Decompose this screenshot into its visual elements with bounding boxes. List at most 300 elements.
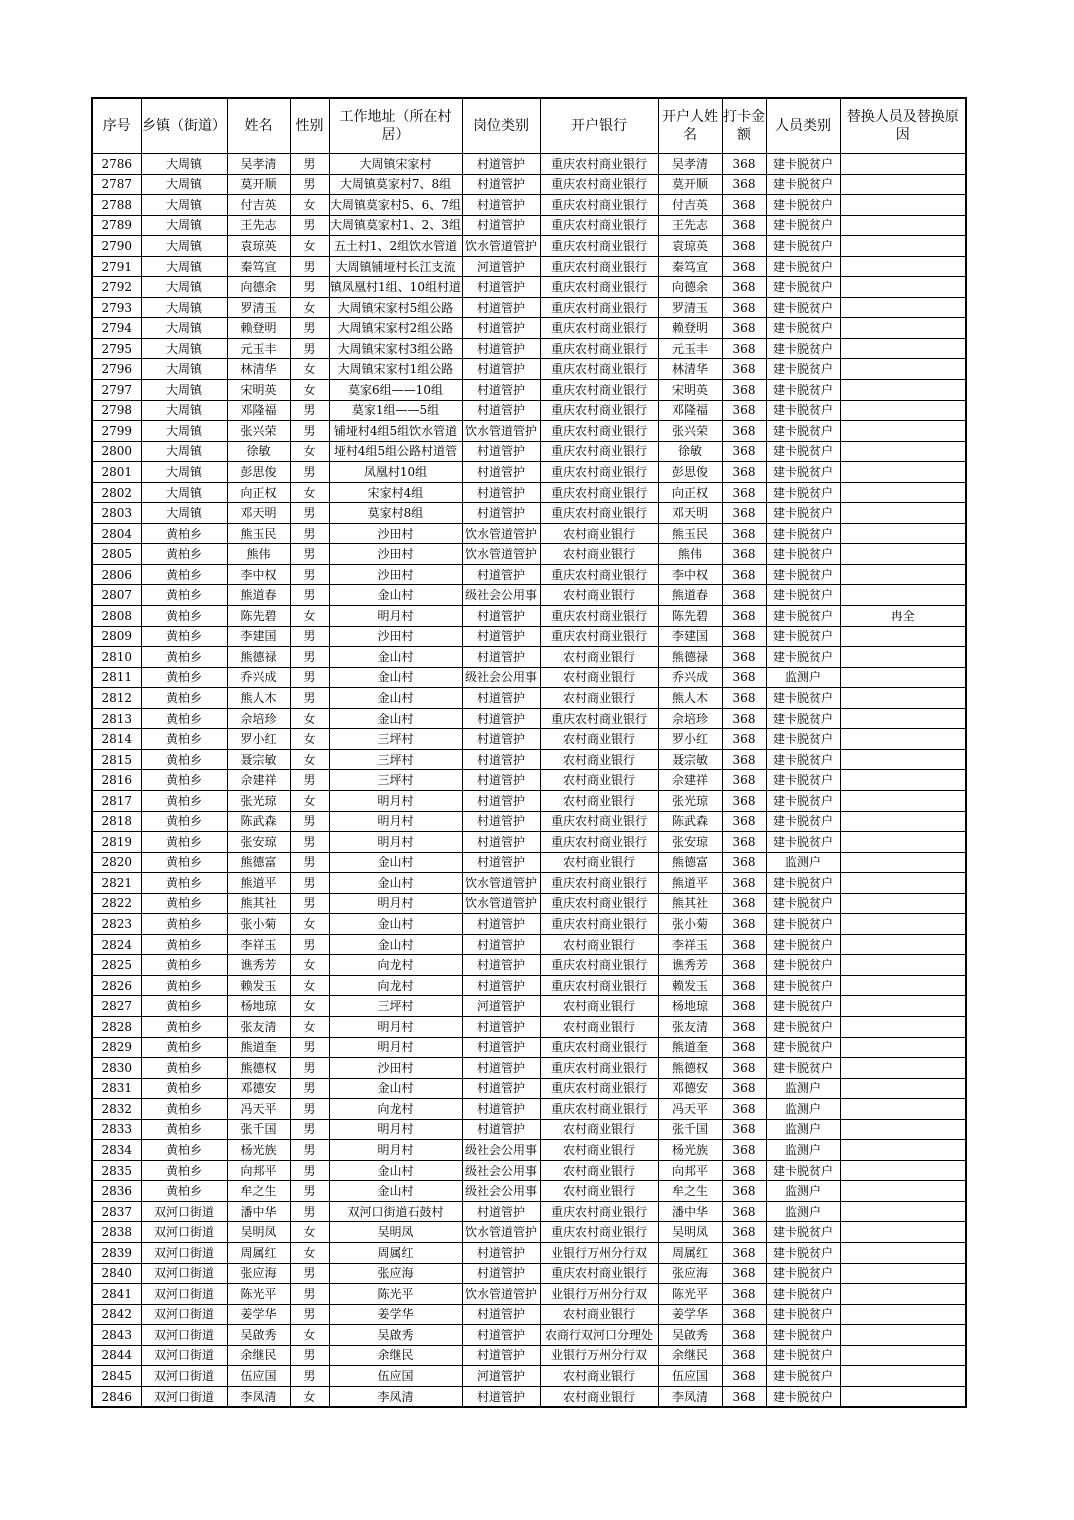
cell-work-address xyxy=(329,195,462,216)
cell-amount-text: 368 xyxy=(732,1061,756,1074)
cell-township xyxy=(141,647,227,668)
cell-name xyxy=(227,770,290,791)
cell-name xyxy=(227,523,290,544)
cell-gender xyxy=(290,400,329,421)
cell-amount-text: 368 xyxy=(732,486,756,499)
cell-replacement xyxy=(840,832,966,853)
cell-bank xyxy=(540,1160,658,1181)
cell-bank-text: 重庆农村商业银行 xyxy=(550,424,647,437)
cell-post-category xyxy=(462,790,540,811)
cell-serial-number-text: 2836 xyxy=(101,1185,133,1198)
cell-gender xyxy=(290,277,329,298)
cell-bank-text: 农村商业银行 xyxy=(562,1308,635,1321)
cell-township-text: 黄柏乡 xyxy=(165,733,202,746)
cell-replacement xyxy=(840,359,966,380)
cell-gender xyxy=(290,667,329,688)
table-row xyxy=(92,154,966,175)
cell-serial-number xyxy=(92,1181,141,1202)
cell-replacement-text: 冉全 xyxy=(890,609,915,622)
cell-amount xyxy=(722,1201,766,1222)
cell-gender-text: 男 xyxy=(303,815,316,828)
cell-bank-text: 重庆农村商业银行 xyxy=(550,979,647,992)
cell-serial-number xyxy=(92,297,141,318)
cell-work-address xyxy=(329,811,462,832)
cell-work-address xyxy=(329,297,462,318)
cell-replacement xyxy=(840,996,966,1017)
cell-serial-number-text: 2840 xyxy=(101,1267,133,1280)
cell-amount xyxy=(722,1366,766,1387)
cell-serial-number-text: 2811 xyxy=(101,671,133,684)
cell-bank-text: 业银行万州分行双 xyxy=(550,1349,647,1362)
cell-name-text: 吴啟秀 xyxy=(240,1328,277,1341)
cell-amount-text: 368 xyxy=(732,1246,756,1259)
cell-person-category xyxy=(766,914,840,935)
cell-bank-text: 重庆农村商业银行 xyxy=(550,342,647,355)
cell-amount-text: 368 xyxy=(732,157,756,170)
cell-township xyxy=(141,1345,227,1366)
cell-name-text: 杨地琼 xyxy=(240,1000,277,1013)
cell-replacement xyxy=(840,585,966,606)
cell-gender xyxy=(290,1366,329,1387)
cell-township xyxy=(141,277,227,298)
cell-account-holder xyxy=(658,996,722,1017)
cell-serial-number xyxy=(92,975,141,996)
cell-work-address xyxy=(329,1386,462,1407)
cell-name-text: 吴孝清 xyxy=(240,157,277,170)
cell-account-holder xyxy=(658,1099,722,1120)
cell-name xyxy=(227,1263,290,1284)
cell-gender-text: 女 xyxy=(303,979,316,992)
cell-account-holder-text: 陈武森 xyxy=(671,815,708,828)
cell-work-address xyxy=(329,421,462,442)
table-row xyxy=(92,606,966,627)
table-row xyxy=(92,544,966,565)
cell-bank-text: 重庆农村商业银行 xyxy=(550,281,647,294)
cell-work-address xyxy=(329,585,462,606)
cell-replacement xyxy=(840,195,966,216)
cell-account-holder-text: 伍应国 xyxy=(671,1370,708,1383)
cell-account-holder-text: 罗清玉 xyxy=(671,301,708,314)
cell-account-holder xyxy=(658,297,722,318)
cell-township-text: 大周镇 xyxy=(165,404,202,417)
cell-gender-text: 男 xyxy=(303,1144,316,1157)
table-row xyxy=(92,914,966,935)
cell-township-text: 黄柏乡 xyxy=(165,876,202,889)
cell-township xyxy=(141,174,227,195)
table-row xyxy=(92,1222,966,1243)
cell-serial-number-text: 2839 xyxy=(101,1246,133,1259)
table-row xyxy=(92,1099,966,1120)
cell-township xyxy=(141,811,227,832)
cell-person-category xyxy=(766,1201,840,1222)
cell-serial-number-text: 2793 xyxy=(101,301,133,314)
cell-account-holder-text: 熊其社 xyxy=(671,897,708,910)
cell-serial-number-text: 2829 xyxy=(101,1041,133,1054)
cell-person-category-text: 建卡脱贫户 xyxy=(772,198,833,211)
cell-amount xyxy=(722,1386,766,1407)
cell-work-address-text: 大周镇宋家村 xyxy=(359,157,432,170)
cell-serial-number-text: 2804 xyxy=(101,527,133,540)
cell-work-address-text: 余继民 xyxy=(377,1349,414,1362)
cell-bank-text: 重庆农村商业银行 xyxy=(550,322,647,335)
cell-replacement xyxy=(840,1222,966,1243)
cell-post-category-text: 村道管护 xyxy=(476,219,525,232)
cell-person-category-text: 建卡脱贫户 xyxy=(772,959,833,972)
cell-person-category xyxy=(766,832,840,853)
cell-bank xyxy=(540,975,658,996)
table-row xyxy=(92,1160,966,1181)
cell-serial-number xyxy=(92,832,141,853)
cell-amount-text: 368 xyxy=(732,815,756,828)
cell-name xyxy=(227,421,290,442)
table-row xyxy=(92,503,966,524)
cell-post-category xyxy=(462,1099,540,1120)
cell-township xyxy=(141,482,227,503)
cell-bank xyxy=(540,1201,658,1222)
cell-serial-number-text: 2825 xyxy=(101,959,133,972)
cell-account-holder xyxy=(658,708,722,729)
cell-post-category xyxy=(462,606,540,627)
cell-name-text: 周属红 xyxy=(240,1246,277,1259)
cell-township xyxy=(141,1325,227,1346)
table-row xyxy=(92,811,966,832)
cell-gender-text: 女 xyxy=(303,363,316,376)
cell-amount-text: 368 xyxy=(732,239,756,252)
cell-bank xyxy=(540,1366,658,1387)
cell-gender xyxy=(290,1242,329,1263)
cell-person-category-text: 建卡脱贫户 xyxy=(772,219,833,232)
cell-name-text: 彭思俊 xyxy=(240,465,277,478)
cell-amount xyxy=(722,1222,766,1243)
cell-post-category xyxy=(462,647,540,668)
cell-bank-text: 重庆农村商业银行 xyxy=(550,507,647,520)
cell-amount-text: 368 xyxy=(732,281,756,294)
cell-gender-text: 男 xyxy=(303,548,316,561)
cell-serial-number xyxy=(92,1037,141,1058)
table-row xyxy=(92,873,966,894)
cell-amount-text: 368 xyxy=(732,219,756,232)
cell-post-category-text: 村道管护 xyxy=(476,1205,525,1218)
cell-account-holder-text: 熊玉民 xyxy=(671,527,708,540)
cell-work-address-text: 金山村 xyxy=(377,691,414,704)
cell-name-text: 熊德富 xyxy=(240,856,277,869)
cell-post-category xyxy=(462,1284,540,1305)
cell-township-text: 黄柏乡 xyxy=(165,548,202,561)
cell-name xyxy=(227,564,290,585)
cell-post-category xyxy=(462,544,540,565)
cell-amount-text: 368 xyxy=(732,1123,756,1136)
cell-township-text: 黄柏乡 xyxy=(165,918,202,930)
cell-account-holder xyxy=(658,914,722,935)
cell-replacement xyxy=(840,606,966,627)
cell-name xyxy=(227,688,290,709)
cell-serial-number-text: 2846 xyxy=(101,1390,133,1403)
cell-post-category-text: 村道管护 xyxy=(476,383,525,396)
cell-serial-number xyxy=(92,626,141,647)
cell-name xyxy=(227,647,290,668)
cell-amount xyxy=(722,400,766,421)
cell-township-text: 双河口街道 xyxy=(153,1267,214,1280)
cell-post-category xyxy=(462,1160,540,1181)
cell-person-category-text: 建卡脱贫户 xyxy=(772,1390,833,1403)
cell-post-category xyxy=(462,893,540,914)
cell-township-text: 黄柏乡 xyxy=(165,527,202,540)
cell-township-text: 黄柏乡 xyxy=(165,1144,202,1157)
cell-gender-text: 男 xyxy=(303,1164,316,1177)
cell-township xyxy=(141,914,227,935)
cell-gender xyxy=(290,1325,329,1346)
cell-serial-number-text: 2809 xyxy=(101,630,133,643)
cell-work-address xyxy=(329,996,462,1017)
cell-amount-text: 368 xyxy=(732,774,756,787)
cell-name-text: 付吉英 xyxy=(240,198,277,211)
cell-name xyxy=(227,441,290,462)
cell-person-category-text: 建卡脱贫户 xyxy=(772,527,833,540)
cell-replacement xyxy=(840,1386,966,1407)
cell-bank xyxy=(540,564,658,585)
cell-serial-number xyxy=(92,523,141,544)
cell-replacement xyxy=(840,1078,966,1099)
cell-gender xyxy=(290,482,329,503)
cell-amount-text: 368 xyxy=(732,465,756,478)
cell-gender xyxy=(290,688,329,709)
cell-serial-number-text: 2790 xyxy=(101,239,133,252)
cell-name xyxy=(227,955,290,976)
cell-person-category-text: 监测户 xyxy=(784,1205,821,1218)
cell-person-category-text: 建卡脱贫户 xyxy=(772,918,833,930)
table-row xyxy=(92,585,966,606)
cell-work-address xyxy=(329,1284,462,1305)
cell-gender xyxy=(290,626,329,647)
cell-serial-number xyxy=(92,914,141,935)
cell-township xyxy=(141,770,227,791)
cell-bank xyxy=(540,873,658,894)
cell-name-text: 牟之生 xyxy=(240,1185,277,1198)
cell-post-category xyxy=(462,1222,540,1243)
table-row xyxy=(92,975,966,996)
table-row xyxy=(92,852,966,873)
cell-name-text: 赖登明 xyxy=(240,322,277,335)
cell-account-holder-text: 熊德禄 xyxy=(671,650,708,663)
cell-township-text: 黄柏乡 xyxy=(165,712,202,725)
cell-amount-text: 368 xyxy=(732,856,756,869)
cell-name xyxy=(227,873,290,894)
cell-township xyxy=(141,441,227,462)
cell-gender-text: 男 xyxy=(303,1123,316,1136)
cell-township-text: 黄柏乡 xyxy=(165,959,202,972)
cell-amount-text: 368 xyxy=(732,1390,756,1403)
cell-account-holder xyxy=(658,503,722,524)
cell-serial-number xyxy=(92,585,141,606)
cell-work-address xyxy=(329,790,462,811)
cell-amount xyxy=(722,359,766,380)
cell-township-text: 黄柏乡 xyxy=(165,815,202,828)
cell-gender xyxy=(290,154,329,175)
header-bank: 开户银行 xyxy=(540,98,658,154)
cell-post-category-text: 村道管护 xyxy=(476,938,525,951)
cell-bank xyxy=(540,1242,658,1263)
cell-post-category-text: 村道管护 xyxy=(476,486,525,499)
cell-township-text: 黄柏乡 xyxy=(165,774,202,787)
cell-gender-text: 女 xyxy=(303,753,316,766)
cell-post-category-text: 村道管护 xyxy=(476,1041,525,1054)
cell-amount-text: 368 xyxy=(732,835,756,848)
cell-township xyxy=(141,1201,227,1222)
cell-amount xyxy=(722,482,766,503)
cell-serial-number xyxy=(92,1119,141,1140)
cell-account-holder-text: 张应海 xyxy=(671,1267,708,1280)
cell-name xyxy=(227,975,290,996)
cell-gender xyxy=(290,421,329,442)
cell-replacement xyxy=(840,297,966,318)
cell-person-category xyxy=(766,462,840,483)
cell-amount xyxy=(722,852,766,873)
cell-work-address xyxy=(329,1304,462,1325)
cell-name xyxy=(227,380,290,401)
table-row xyxy=(92,359,966,380)
table-row xyxy=(92,893,966,914)
cell-work-address-text: 陈光平 xyxy=(377,1287,414,1300)
cell-replacement xyxy=(840,688,966,709)
cell-name xyxy=(227,503,290,524)
cell-name-text: 罗清玉 xyxy=(240,301,277,314)
cell-amount xyxy=(722,770,766,791)
table-row xyxy=(92,688,966,709)
cell-account-holder-text: 熊德权 xyxy=(671,1061,708,1074)
cell-gender-text: 男 xyxy=(303,774,316,787)
cell-person-category-text: 建卡脱贫户 xyxy=(772,733,833,746)
cell-post-category xyxy=(462,667,540,688)
cell-person-category xyxy=(766,523,840,544)
cell-township xyxy=(141,832,227,853)
cell-account-holder xyxy=(658,523,722,544)
cell-township-text: 大周镇 xyxy=(165,363,202,376)
cell-account-holder xyxy=(658,975,722,996)
cell-post-category xyxy=(462,421,540,442)
cell-serial-number xyxy=(92,400,141,421)
cell-person-category xyxy=(766,585,840,606)
cell-post-category-text: 饮水管道管护 xyxy=(464,527,537,540)
cell-gender xyxy=(290,338,329,359)
cell-gender xyxy=(290,1181,329,1202)
cell-post-category-text: 村道管护 xyxy=(476,630,525,643)
cell-township-text: 双河口街道 xyxy=(153,1246,214,1259)
cell-work-address-text: 李凤清 xyxy=(377,1390,414,1403)
cell-account-holder-text: 潘中华 xyxy=(671,1205,708,1218)
cell-township xyxy=(141,585,227,606)
cell-township-text: 大周镇 xyxy=(165,424,202,437)
cell-work-address-text: 张应海 xyxy=(377,1267,414,1280)
cell-post-category xyxy=(462,1181,540,1202)
cell-serial-number-text: 2838 xyxy=(101,1226,133,1239)
cell-gender xyxy=(290,585,329,606)
table-row xyxy=(92,749,966,770)
cell-bank xyxy=(540,482,658,503)
header-serial-number: 序号 xyxy=(92,98,141,154)
table-row xyxy=(92,564,966,585)
cell-account-holder-text: 佘建祥 xyxy=(671,774,708,787)
cell-serial-number xyxy=(92,174,141,195)
cell-replacement xyxy=(840,564,966,585)
cell-post-category xyxy=(462,174,540,195)
cell-work-address xyxy=(329,606,462,627)
cell-name xyxy=(227,811,290,832)
cell-bank xyxy=(540,893,658,914)
cell-person-category-text: 建卡脱贫户 xyxy=(772,589,833,602)
cell-person-category-text: 建卡脱贫户 xyxy=(772,445,833,458)
table-row xyxy=(92,482,966,503)
cell-serial-number xyxy=(92,564,141,585)
cell-amount xyxy=(722,380,766,401)
cell-township-text: 黄柏乡 xyxy=(165,794,202,807)
cell-person-category xyxy=(766,852,840,873)
cell-person-category xyxy=(766,647,840,668)
cell-serial-number-text: 2787 xyxy=(101,178,133,191)
cell-gender xyxy=(290,1386,329,1407)
cell-work-address-text: 向龙村 xyxy=(377,979,414,992)
cell-gender-text: 男 xyxy=(303,219,316,232)
cell-amount xyxy=(722,544,766,565)
cell-serial-number-text: 2832 xyxy=(101,1102,133,1115)
cell-serial-number xyxy=(92,277,141,298)
cell-person-category-text: 监测户 xyxy=(784,1082,821,1095)
cell-gender xyxy=(290,708,329,729)
cell-township-text: 大周镇 xyxy=(165,157,202,170)
cell-person-category-text: 建卡脱贫户 xyxy=(772,1287,833,1300)
cell-gender-text: 男 xyxy=(303,589,316,602)
cell-work-address-text: 凤凰村10组 xyxy=(363,465,428,478)
cell-bank-text: 重庆农村商业银行 xyxy=(550,301,647,314)
cell-serial-number-text: 2797 xyxy=(101,383,133,396)
cell-name xyxy=(227,1325,290,1346)
cell-serial-number xyxy=(92,318,141,339)
table-row xyxy=(92,380,966,401)
cell-bank xyxy=(540,421,658,442)
cell-work-address xyxy=(329,462,462,483)
cell-township xyxy=(141,1366,227,1387)
cell-account-holder xyxy=(658,873,722,894)
cell-gender xyxy=(290,503,329,524)
cell-amount-text: 368 xyxy=(732,1328,756,1341)
cell-post-category xyxy=(462,626,540,647)
cell-gender-text: 男 xyxy=(303,1102,316,1115)
cell-amount-text: 368 xyxy=(732,404,756,417)
cell-post-category-text: 河道管护 xyxy=(476,1000,525,1013)
cell-person-category xyxy=(766,1242,840,1263)
cell-person-category-text: 监测户 xyxy=(784,1123,821,1136)
cell-township xyxy=(141,626,227,647)
cell-work-address-text: 大周镇铺垭村长江支流 xyxy=(335,260,456,273)
cell-amount xyxy=(722,955,766,976)
cell-name-text: 张友清 xyxy=(240,1020,277,1033)
cell-township xyxy=(141,1304,227,1325)
cell-township xyxy=(141,523,227,544)
cell-name-text: 冯天平 xyxy=(240,1102,277,1115)
cell-work-address-text: 明月村 xyxy=(377,1020,414,1033)
cell-post-category-text: 村道管护 xyxy=(476,198,525,211)
cell-amount xyxy=(722,195,766,216)
cell-person-category-text: 建卡脱贫户 xyxy=(772,630,833,643)
cell-township-text: 黄柏乡 xyxy=(165,1000,202,1013)
cell-bank xyxy=(540,400,658,421)
cell-gender xyxy=(290,1160,329,1181)
cell-bank-text: 重庆农村商业银行 xyxy=(550,465,647,478)
cell-replacement xyxy=(840,1037,966,1058)
cell-replacement xyxy=(840,400,966,421)
cell-account-holder xyxy=(658,400,722,421)
cell-bank-text: 农村商业银行 xyxy=(562,856,635,869)
cell-post-category xyxy=(462,482,540,503)
